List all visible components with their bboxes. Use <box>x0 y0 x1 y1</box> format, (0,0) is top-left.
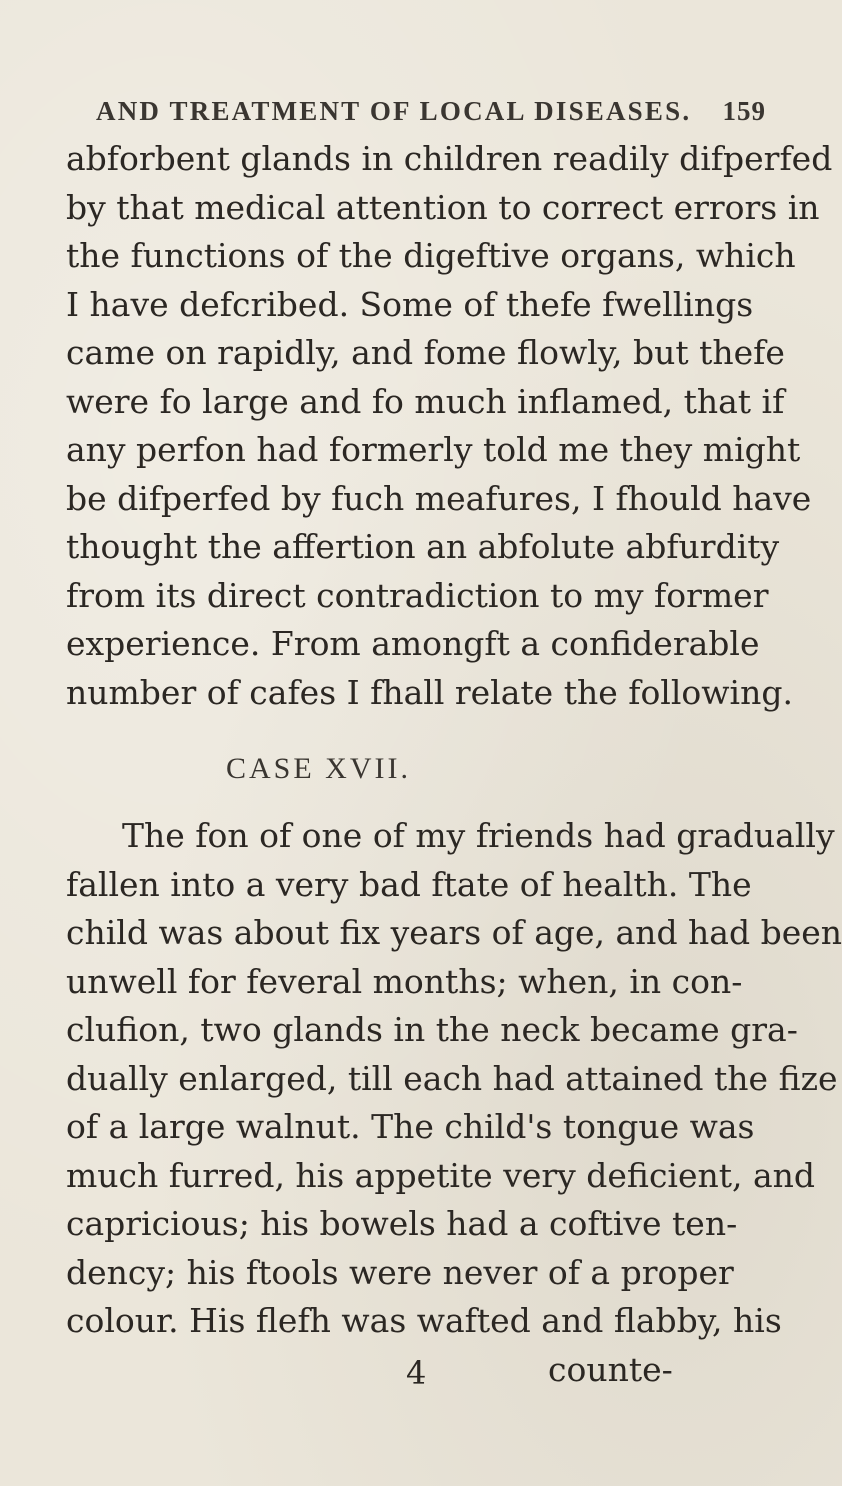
text-line: any perfon had formerly told me they might <box>66 430 801 469</box>
text-line: much furred, his appetite very deficient, and <box>66 1155 816 1195</box>
text-line: The fon of one of my friends had gradually <box>122 816 835 855</box>
running-title: AND TREATMENT OF LOCAL DISEASES. <box>96 96 692 126</box>
case-heading: CASE XVII. <box>226 752 411 785</box>
text-line: child was about fix years of age, and had been <box>66 913 842 952</box>
text-line: thought the affertion an abfolute abfurdity <box>66 527 780 566</box>
text-line: colour. His flefh was wafted and flabby, his <box>66 1301 782 1340</box>
catchword: counte- <box>548 1350 673 1389</box>
text-line: clufion, two glands in the neck became gra- <box>66 1010 798 1049</box>
text-line: fallen into a very bad ftate of health. The <box>66 864 752 904</box>
text-line: by that medical attention to correct errors in <box>66 187 820 227</box>
signature-mark: 4 <box>406 1354 427 1392</box>
case-paragraph <box>66 812 842 1346</box>
text-line: were fo large and fo much inflamed, that if <box>66 381 785 421</box>
text-line: of a large walnut. The child's tongue was <box>66 1107 755 1146</box>
text-line: I have defcribed. Some of thefe fwellings <box>66 284 754 324</box>
text-line: abforbent glands in children readily difperfed <box>66 139 833 178</box>
text-line: capricious; his bowels had a coftive ten- <box>66 1204 738 1243</box>
text-line: dency; his ftools were never of a proper <box>66 1252 734 1292</box>
paragraph-continued <box>66 135 833 717</box>
text-line: dually enlarged, till each had attained the fize <box>66 1058 838 1098</box>
running-head <box>96 96 766 136</box>
text-line: from its direct contradiction to my former <box>66 575 769 615</box>
text-line: experience. From amongft a confiderable <box>66 624 760 663</box>
text-line: unwell for feveral months; when, in con- <box>66 961 743 1001</box>
page-number: 159 <box>722 96 766 126</box>
text-line: came on rapidly, and fome flowly, but thefe <box>66 333 785 372</box>
text-line: be difperfed by fuch meafures, I fhould have <box>66 478 812 518</box>
text-line: the functions of the digeftive organs, which <box>66 236 796 275</box>
text-line: number of cafes I fhall relate the following. <box>66 672 793 712</box>
